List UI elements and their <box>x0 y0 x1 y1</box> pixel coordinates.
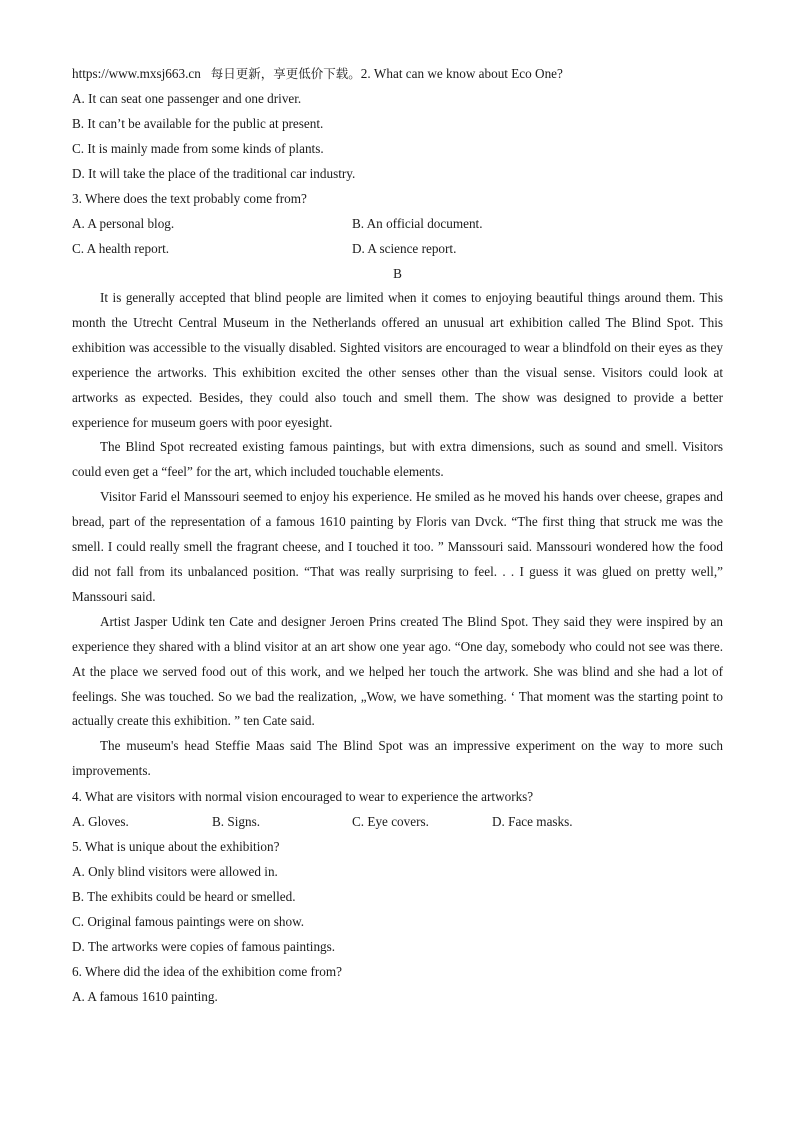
q6-option-a: A. A famous 1610 painting. <box>72 989 218 1005</box>
section-b-heading: B <box>393 266 402 281</box>
q4-option-b: B. Signs. <box>212 814 261 830</box>
q3-option-a: A. A personal blog. <box>72 216 175 231</box>
q3-options-row-1 <box>72 211 723 236</box>
q3-option-d: D. A science report. <box>352 241 457 256</box>
section-b-paragraph-1: It is generally accepted that blind people are limited when it comes to enjoying beautiful things around them. This month the Utrecht Central Museum in the Netherlands offered an unusual art exhibition called The Blind Spot. This exhibition was accessible to the visually disabled. Sighted visitors are encouraged to wear a blindfold on their eyes as they experience the artworks. This exhibition excited the other senses other than the visual sense. Visitors could look at artworks as expected. Besides, they could also touch and smell them. The show was designed to provide a better experience for museum goers with poor eyesight. <box>72 290 723 430</box>
q4-options-row <box>72 809 723 834</box>
header-slogan: 每日更新，享更低价下载。 <box>210 66 361 81</box>
q2-option-d: D. It will take the place of the traditional car industry. <box>72 166 356 181</box>
q6-stem: 6. Where did the idea of the exhibition come from? <box>72 964 343 980</box>
q4-option-c: C. Eye covers. <box>352 814 429 830</box>
q4-option-a: A. Gloves. <box>72 814 129 830</box>
q2-option-c: C. It is mainly made from some kinds of plants. <box>72 141 324 156</box>
q2-stem: 2. What can we know about Eco One? <box>360 66 563 81</box>
q4-stem: 4. What are visitors with normal vision encouraged to wear to experience the artworks? <box>72 789 534 805</box>
q3-option-c: C. A health report. <box>72 241 170 256</box>
q5-option-c: C. Original famous paintings were on show. <box>72 914 305 930</box>
document-content <box>72 61 723 1009</box>
section-b-paragraph-2: The Blind Spot recreated existing famous paintings, but with extra dimensions, such as sound and smell. Visitors could even get a “feel” for the art, which included touchable elements. <box>72 439 723 480</box>
q3-options-row-2 <box>72 236 723 261</box>
section-b-paragraph-3: Visitor Farid el Manssouri seemed to enjoy his experience. He smiled as he moved his hands over cheese, grapes and bread, part of the representation of a famous 1610 painting by Floris van Dvck. “The first thing that struck me was the smell. I could really smell the fragrant cheese, and I touched it too. ” Manssouri said. Manssouri wondered how the food did not fall from its unbalanced position. “That was really surprising to feel. . . I guess it was glued on pretty well,” Manssouri said. <box>72 489 723 604</box>
header-line <box>72 61 723 86</box>
section-b-paragraph-5: The museum's head Steffie Maas said The Blind Spot was an impressive experiment on the way to more such improvements. <box>72 738 723 779</box>
section-b-paragraph-4: Artist Jasper Udink ten Cate and designer Jeroen Prins created The Blind Spot. They said they were inspired by an experience they shared with a blind visitor at an art show one year ago. “One day, somebody who could not see was there. At the place we served food out of this work, and we helped her touch the artwork. She was blind and she had a lot of feelings. She was touched. So we bad the realization, „Wow, we have something. ‘ That moment was the starting point to actually create this exhibition. ” ten Cate said. <box>72 613 723 729</box>
q5-option-d: D. The artworks were copies of famous paintings. <box>72 939 336 955</box>
q5-option-b: B. The exhibits could be heard or smelled. <box>72 889 296 905</box>
q5-option-a: A. Only blind visitors were allowed in. <box>72 864 278 880</box>
q4-option-d: D. Face masks. <box>492 814 573 830</box>
q3-stem: 3. Where does the text probably come from? <box>72 191 307 206</box>
q3-option-b: B. An official document. <box>352 216 483 231</box>
header-url: https://www.mxsj663.cn <box>72 66 201 81</box>
q2-option-b: B. It can’t be available for the public at present. <box>72 116 324 131</box>
q2-option-a: A. It can seat one passenger and one driver. <box>72 91 302 106</box>
q5-stem: 5. What is unique about the exhibition? <box>72 839 280 855</box>
